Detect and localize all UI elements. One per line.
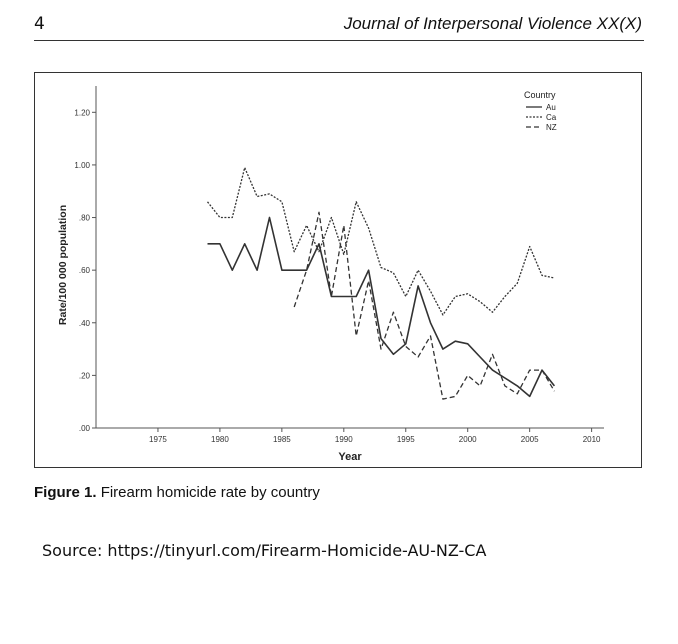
y-tick-label: .80 — [78, 213, 90, 223]
x-tick-label: 2010 — [582, 435, 601, 444]
y-tick-label: .00 — [78, 424, 90, 433]
x-tick-label: 2000 — [458, 435, 477, 444]
figure-label: Figure 1. — [34, 484, 97, 501]
page-number: 4 — [34, 14, 45, 34]
y-tick-label: .60 — [78, 266, 90, 276]
x-tick-label: 1985 — [272, 435, 291, 444]
source-text: Source: https://tinyurl.com/Firearm-Homicide-AU-NZ-CA — [42, 541, 487, 560]
x-tick-label: 1995 — [396, 435, 415, 444]
legend-label-nz: NZ — [546, 123, 557, 132]
figure-caption-text: Firearm homicide rate by country — [100, 484, 320, 501]
journal-title: Journal of Interpersonal Violence XX(X) — [343, 14, 642, 33]
y-tick-label: 1.00 — [74, 160, 90, 170]
header-rule — [34, 40, 644, 41]
x-tick-label: 1975 — [149, 435, 167, 444]
x-tick-label: 1990 — [334, 435, 353, 444]
x-tick-label: 1980 — [211, 435, 229, 444]
y-tick-label: .40 — [78, 318, 90, 328]
x-tick-label: 2005 — [520, 435, 539, 444]
figure-caption — [34, 484, 320, 501]
y-axis-label: Rate/100 000 population — [57, 204, 69, 326]
line-chart — [34, 72, 642, 468]
y-tick-label: .20 — [78, 371, 90, 381]
x-axis-label: Year — [338, 451, 362, 463]
legend-title: Country — [524, 90, 556, 100]
legend-label-ca: Ca — [546, 113, 557, 122]
series-line-au — [208, 218, 555, 397]
series-line-ca — [208, 168, 555, 315]
legend-label-au: Au — [546, 103, 556, 112]
y-tick-label: 1.20 — [74, 108, 90, 118]
